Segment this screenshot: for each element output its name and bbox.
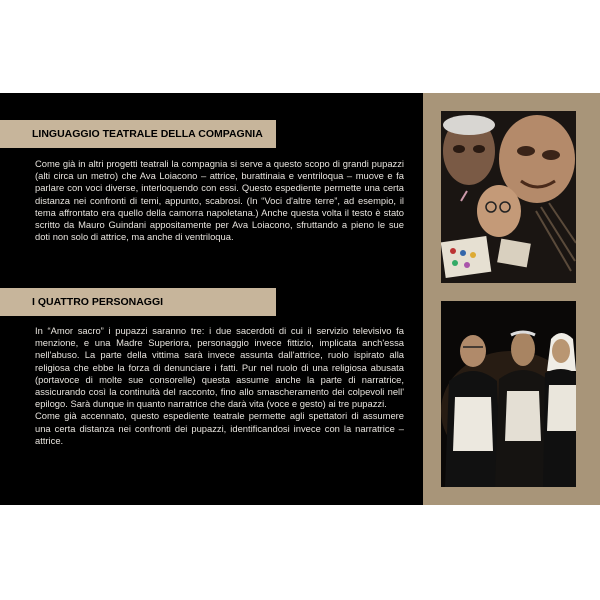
- paragraph: Come già accennato, questo espediente teatrale permette agli spettatori di assumere una certa distanza nei confronti dei pupazzi, identificandosi invece con la narratrice – attrice.: [35, 410, 404, 446]
- section-body-linguaggio: [35, 158, 404, 243]
- three-puppets-photo: [441, 301, 576, 487]
- puppet-faces-photo: [441, 111, 576, 283]
- paragraph: Come già in altri progetti teatrali la compagnia si serve a questo scopo di grandi pupazzi (alti circa un metro) che Ava Loiacono – attrice, burattinaia e ventriloqua – muove e fa parlare con voci diverse, interloquendo con essi. Questo espediente permette una certa distanza nei confronti di temi, appunto, scabrosi. (In “Voci d'altre terre”, ad esempio, il tema affrontato era quello della camorra napoletana.) Anche questa volta il testo è stato scritto da Mauro Guindani appositamente per Ava Loiacono, sfruttando a pieno le sue doti non solo di attrice, ma anche di ventriloqua.: [35, 158, 404, 243]
- section-title-personaggi: I QUATTRO PERSONAGGI: [0, 288, 276, 316]
- section-title-linguaggio: LINGUAGGIO TEATRALE DELLA COMPAGNIA: [0, 120, 276, 148]
- section-body-personaggi: [35, 325, 404, 447]
- paragraph: In “Amor sacro” i pupazzi saranno tre: i due sacerdoti di cui il servizio televisivo fa menzione, e una Madre Superiora, personaggio invece fittizio, implicata anch'essa nell'abuso. La parte della vittima sarà invece assunta dall'attrice, ruolo ispirato alla religiosa che ebbe la forza di denunciare i fatti. Pur nel ruolo di una religiosa abusata (portavoce di molte sue consorelle) questa assume anche la parte di narratrice, assicurando così la continuità del racconto, fino allo smascheramento dei colpevoli nell' epilogo. Sarà dunque in quanto narratrice che darà vita (voce e gesto) ai tre pupazzi.: [35, 325, 404, 410]
